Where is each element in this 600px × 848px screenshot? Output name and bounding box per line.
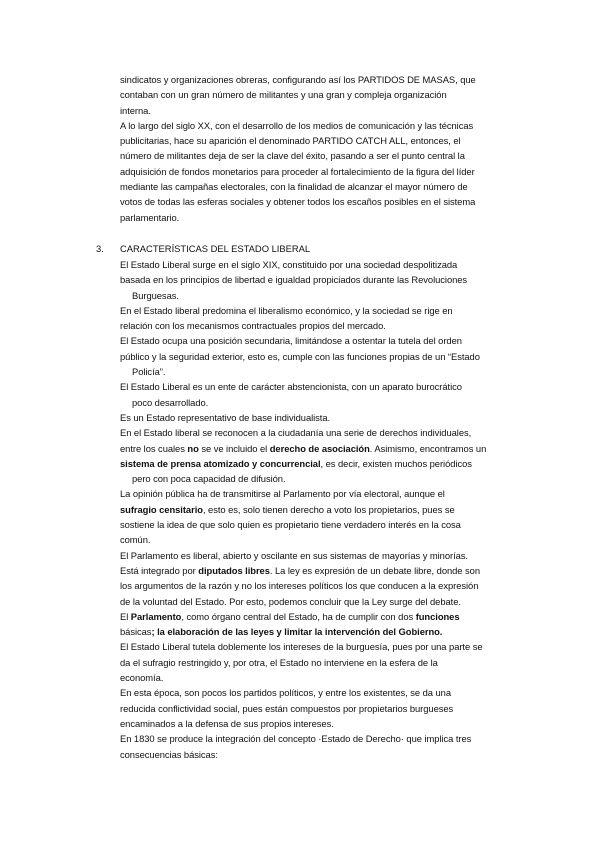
text-line: publicitarias, hace su aparición el denominado PARTIDO CATCH ALL, entonces, el	[120, 135, 461, 147]
text-line: parlamentario.	[120, 211, 180, 223]
section-heading	[96, 241, 310, 256]
text-line: reducida conflictividad social, pues están compuestos por propietarios burgueses	[120, 702, 454, 714]
text-line: interna.	[120, 104, 151, 116]
text-run: . La ley es expresión de un debate libre, donde son	[269, 564, 480, 576]
text-line: A lo largo del siglo XX, con el desarrollo de los medios de comunicación y las técnicas	[120, 119, 474, 131]
bold-text: sistema de prensa atomizado y concurrencial	[120, 457, 321, 469]
text-run: básicas	[120, 626, 152, 638]
text-line: común.	[120, 534, 151, 546]
text-line	[120, 624, 520, 639]
text-run: , es decir, existen muchos periódicos	[320, 457, 472, 469]
text-line	[120, 456, 520, 471]
text-line: El Estado Liberal tutela doblemente los intereses de la burguesía, pues por una parte se	[120, 641, 483, 653]
text-run: se ve incluido el	[198, 442, 270, 454]
text-line: mediante las campañas electorales, con la finalidad de alcanzar el mayor número de	[120, 181, 468, 193]
bold-text: derecho de asociación	[269, 442, 370, 454]
bold-text: funciones	[415, 610, 460, 622]
text-line: los argumentos de la razón y no los intereses políticos los que conducen a la expresión	[120, 580, 479, 592]
text-line: Burguesas.	[132, 289, 179, 301]
text-line: En el Estado liberal predomina el liberalismo económico, y la sociedad se rige en	[120, 304, 453, 316]
text-line	[120, 502, 520, 517]
text-line: La opinión pública ha de transmitirse al Parlamento por vía electoral, aunque el	[120, 488, 445, 500]
text-line: sindicatos y organizaciones obreras, configurando así los PARTIDOS DE MASAS, que	[120, 74, 476, 85]
text-line: adquisición de fondos monetarios para proceder al fortalecimiento de la figura del líder	[120, 165, 475, 177]
text-line: de la voluntad del Estado. Por esto, podemos concluir que la Ley surge del debate.	[120, 595, 461, 607]
text-run: Está integrado por	[120, 564, 199, 576]
text-line: pero con poca capacidad de difusión.	[132, 473, 286, 485]
bold-text: ; la elaboración de las leyes y limitar la intervención del Gobierno.	[151, 626, 443, 638]
text-line: En el Estado liberal se reconocen a la ciudadanía una serie de derechos individuales,	[120, 427, 472, 439]
text-line: economía.	[120, 672, 164, 684]
text-line: público y la seguridad exterior, esto es, cumple con las funciones propias de un “Estado	[120, 350, 480, 362]
bold-text: diputados libres	[198, 564, 270, 576]
section-number: 3.	[96, 243, 104, 254]
bold-text: no	[187, 442, 199, 454]
text-run: entre los cuales	[120, 442, 188, 454]
text-line: El Estado Liberal es un ente de carácter abstencionista, con un aparato burocrático	[120, 381, 462, 393]
section-title: CARACTERÍSTICAS DEL ESTADO LIBERAL	[120, 243, 311, 254]
text-line: En 1830 se produce la integración del concepto ·Estado de Derecho· que implica tres	[120, 733, 472, 745]
text-line: da el sufragio restringido y, por otra, el Estado no interviene en la esfera de la	[120, 656, 438, 668]
text-line: Policía”.	[132, 366, 166, 378]
text-line: Es un Estado representativo de base individualista.	[120, 411, 331, 423]
text-line	[120, 609, 520, 624]
text-line: En esta época, son pocos los partidos políticos, y entre los existentes, se da una	[120, 687, 451, 699]
text-line: El Estado ocupa una posición secundaria, limitándose a ostentar la tutela del orden	[120, 335, 462, 347]
bold-text: Parlamento	[130, 610, 182, 622]
text-line: sostiene la idea de que solo quien es propietario tiene verdadero interés en la cosa	[120, 519, 461, 531]
text-line: El Estado Liberal surge en el siglo XIX, constituido por una sociedad despolitizada	[120, 259, 458, 270]
text-line	[120, 563, 520, 578]
section-body	[120, 257, 520, 762]
text-run: , esto es, solo tienen derecho a voto los propietarios, pues se	[202, 503, 455, 515]
text-run: . Asimismo, encontramos un	[369, 442, 487, 454]
text-line: El Parlamento es liberal, abierto y oscilante en sus sistemas de mayorías y minorías.	[120, 549, 468, 561]
intro-paragraph	[120, 72, 520, 225]
text-line: poco desarrollado.	[132, 396, 209, 408]
text-line: votos de todas las esferas sociales y obtener todos los escaños posibles en el sistema	[120, 196, 476, 208]
text-line: relación con los mecanismos contractuales propios del mercado.	[120, 320, 386, 332]
text-line: basada en los principios de libertad e igualdad propiciados durante las Revoluciones	[120, 274, 468, 286]
bold-text: sufragio censitario	[120, 503, 203, 515]
text-run: El	[120, 610, 131, 622]
text-line: encaminados a la defensa de sus propios intereses.	[120, 717, 334, 729]
text-run: , como órgano central del Estado, ha de cumplir con dos	[181, 610, 416, 622]
text-line: número de militantes deja de ser la clave del éxito, pasando a ser el punto central la	[120, 150, 465, 162]
text-line: contaban con un gran número de militantes y una gran y compleja organización	[120, 89, 447, 101]
text-line	[120, 441, 520, 456]
text-line: consecuencias básicas:	[120, 748, 218, 760]
